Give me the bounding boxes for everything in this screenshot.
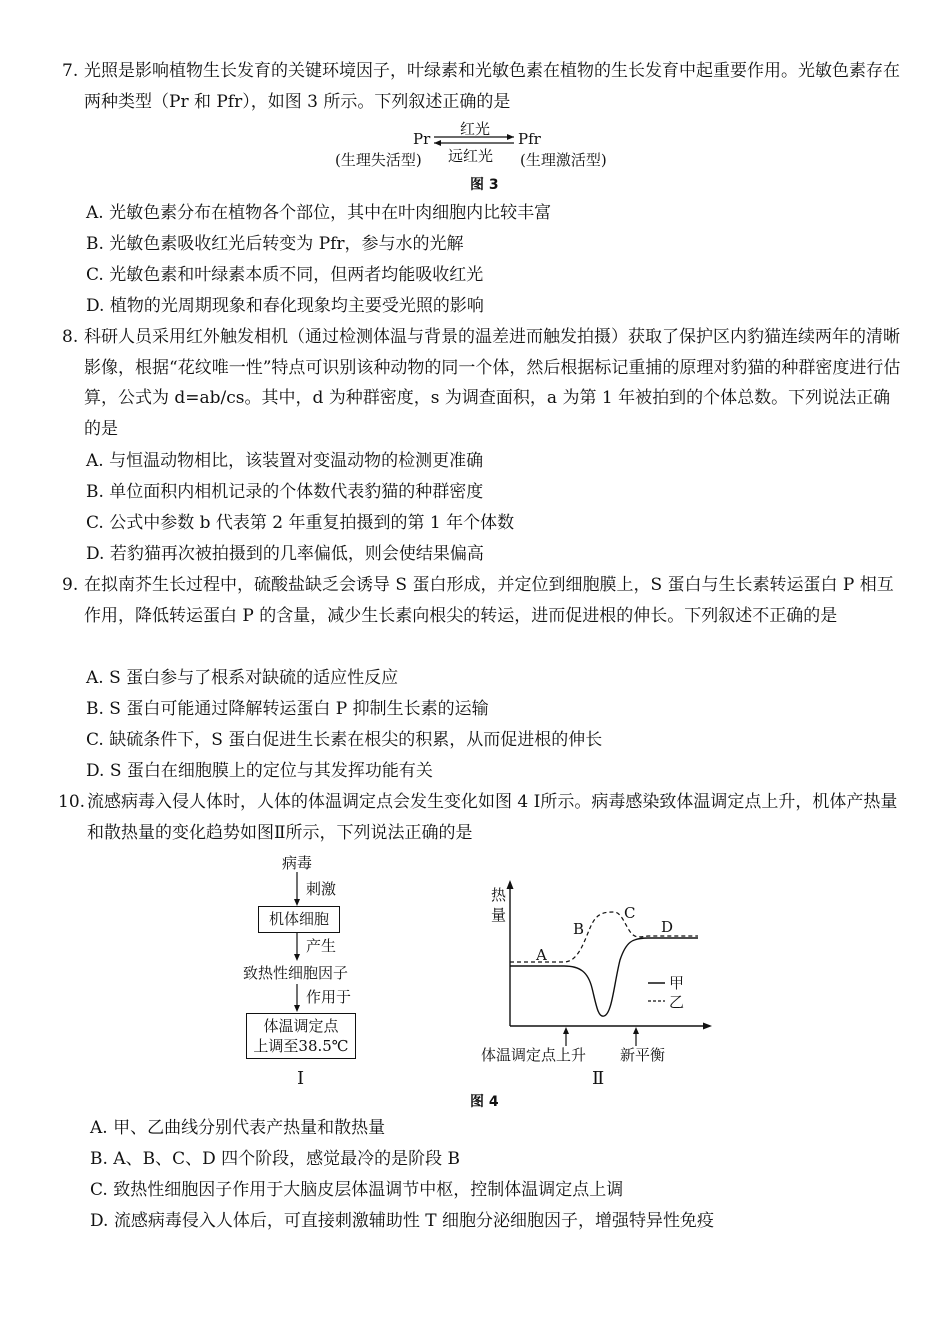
- active-type-label: (生理激活型): [520, 151, 607, 169]
- q9-option-b[interactable]: B. S 蛋白可能通过降解转运蛋白 P 抑制生长素的运输: [86, 699, 489, 719]
- body-cell-box: 机体细胞: [258, 906, 340, 933]
- question-8: [62, 322, 902, 444]
- q10-option-c[interactable]: C. 致热性细胞因子作用于大脑皮层体温调节中枢，控制体温调定点上调: [90, 1180, 624, 1200]
- q8-option-a[interactable]: A. 与恒温动物相比，该装置对变温动物的检测更准确: [86, 451, 484, 471]
- pfr-label: Pfr: [518, 130, 541, 148]
- q10-option-b[interactable]: B. A、B、C、D 四个阶段，感觉最冷的是阶段 B: [90, 1149, 461, 1169]
- setpoint-line-2: 上调至38.5℃: [253, 1037, 349, 1055]
- conversion-arrows: [330, 116, 630, 176]
- question-stem: 光照是影响植物生长发育的关键环境因子，叶绿素和光敏色素在植物的生长发育中起重要作用。光敏色素存在两种类型（Pr 和 Pfr），如图 3 所示。下列叙述正确的是: [84, 61, 900, 112]
- far-red-light-label: 远红光: [448, 147, 494, 165]
- q8-option-b[interactable]: B. 单位面积内相机记录的个体数代表豹猫的种群密度: [86, 482, 484, 502]
- figure-3: [330, 116, 630, 196]
- q9-option-c[interactable]: C. 缺硫条件下，S 蛋白促进生长素在根尖的积累，从而促进根的伸长: [86, 730, 603, 750]
- red-light-label: 红光: [460, 120, 491, 138]
- figure-4-caption: 图 4: [470, 1094, 499, 1110]
- panel-2-label: Ⅱ: [592, 1068, 605, 1089]
- y-label-1: 热: [491, 886, 507, 904]
- figure-3-caption: 图 3: [470, 177, 499, 193]
- question-number: 9.: [62, 575, 79, 595]
- y-axis-arrow: [507, 880, 514, 889]
- virus-label: 病毒: [282, 854, 313, 872]
- q9-option-d[interactable]: D. S 蛋白在细胞膜上的定位与其发挥功能有关: [86, 761, 433, 781]
- stage-a-label: A: [536, 946, 547, 964]
- setpoint-box: [246, 1013, 356, 1059]
- question-stem: 科研人员采用红外触发相机（通过检测体温与背景的温差进而触发拍摄）获取了保护区内豹猫连续两年的清晰影像，根据“花纹唯一性”特点可识别该种动物的同一个体，然后根据标记重捕的原理对豹猫的种群密度进行估算，公式为 d=ab/cs。其中，d 为种群密度，s 为调查面积，a 为第 1 年被拍到的个体总数。下列说法正确的是: [84, 327, 901, 439]
- pyrogenic-factor-label: 致热性细胞因子: [243, 964, 349, 982]
- question-9: [62, 570, 902, 631]
- q7-option-d[interactable]: D. 植物的光周期现象和春化现象均主要受光照的影响: [86, 296, 484, 316]
- panel-1-label: Ⅰ: [297, 1068, 305, 1089]
- inactive-type-label: (生理失活型): [335, 151, 422, 169]
- act-on-label: 作用于: [306, 988, 352, 1006]
- question-stem: 流感病毒入侵人体时，人体的体温调定点会发生变化如图 4 Ⅰ所示。病毒感染致体温调定点上升，机体产热量和散热量的变化趋势如图Ⅱ所示，下列说法正确的是: [87, 792, 898, 843]
- legend-solid-label: 甲: [669, 974, 685, 992]
- q7-option-a[interactable]: A. 光敏色素分布在植物各个部位，其中在叶肉细胞内比较丰富: [86, 203, 552, 223]
- q7-option-b[interactable]: B. 光敏色素吸收红光后转变为 Pfr，参与水的光解: [86, 234, 464, 254]
- question-number: 8.: [62, 327, 79, 347]
- question-stem: 在拟南芥生长过程中，硫酸盐缺乏会诱导 S 蛋白形成，并定位到细胞膜上，S 蛋白与生长素转运蛋白 P 相互作用，降低转运蛋白 P 的含量，减少生长素向根尖的转运，进而促进根的伸长。下列叙述不正确的是: [84, 575, 894, 626]
- legend-dashed-label: 乙: [669, 993, 685, 1011]
- q7-option-c[interactable]: C. 光敏色素和叶绿素本质不同，但两者均能吸收红光: [86, 265, 484, 285]
- heat-graph: [480, 880, 720, 1040]
- question-number: 7.: [62, 61, 79, 81]
- question-7: [62, 56, 902, 117]
- y-label-2: 量: [491, 906, 507, 924]
- produce-label: 产生: [306, 937, 337, 955]
- question-10: [58, 787, 902, 848]
- stage-c-label: C: [624, 904, 636, 922]
- new-balance-label: 新平衡: [620, 1046, 666, 1064]
- question-number: 10.: [58, 792, 86, 812]
- setpoint-line-1: 体温调定点: [263, 1017, 339, 1035]
- q8-option-c[interactable]: C. 公式中参数 b 代表第 2 年重复拍摄到的第 1 年个体数: [86, 513, 515, 533]
- pr-label: Pr: [413, 130, 431, 148]
- x-axis-arrow: [703, 1023, 712, 1030]
- stage-d-label: D: [661, 918, 674, 936]
- q8-option-d[interactable]: D. 若豹猫再次被拍摄到的几率偏低，则会使结果偏高: [86, 544, 484, 564]
- q9-option-a[interactable]: A. S 蛋白参与了根系对缺硫的适应性反应: [86, 668, 399, 688]
- q10-option-d[interactable]: D. 流感病毒侵入人体后，可直接刺激辅助性 T 细胞分泌细胞因子，增强特异性免疫: [90, 1211, 714, 1231]
- q10-option-a[interactable]: A. 甲、乙曲线分别代表产热量和散热量: [90, 1118, 386, 1138]
- stimulate-label: 刺激: [306, 880, 337, 898]
- stage-b-label: B: [573, 920, 585, 938]
- setpoint-rise-label: 体温调定点上升: [481, 1046, 587, 1064]
